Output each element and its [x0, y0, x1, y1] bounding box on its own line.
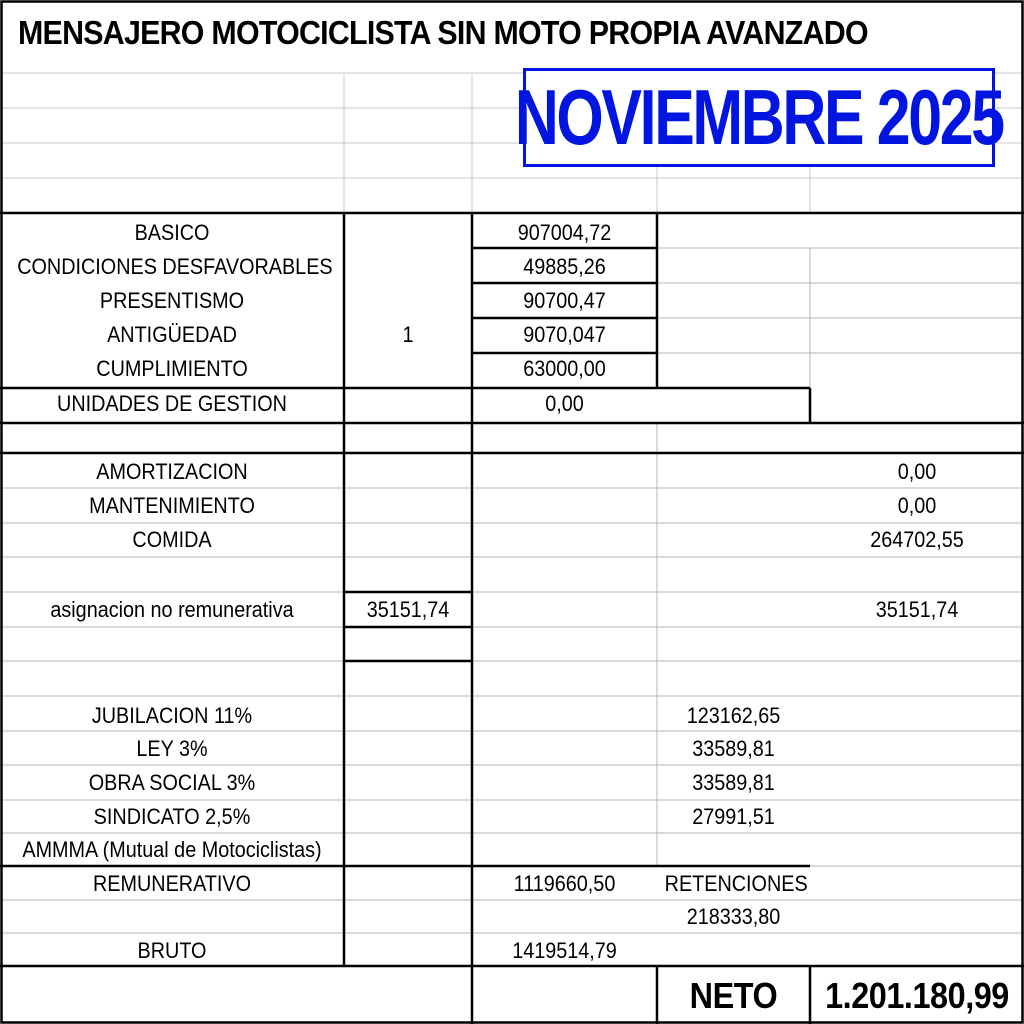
ley-label: LEY 3% — [136, 736, 208, 761]
mantenimiento-value: 0,00 — [897, 493, 937, 518]
comida-label: COMIDA — [132, 527, 212, 552]
month-banner — [515, 68, 1003, 167]
presentismo-label: PRESENTISMO — [99, 288, 245, 313]
asignacion-value: 35151,74 — [875, 597, 959, 622]
unidades-value: 0,00 — [545, 391, 584, 416]
ley-value: 33589,81 — [692, 736, 775, 761]
remunerativo-value: 1119660,50 — [513, 871, 616, 896]
condiciones-value: 49885,26 — [523, 254, 606, 279]
asignacion-amount: 35151,74 — [366, 597, 450, 622]
unidades-label: UNIDADES DE GESTION — [57, 391, 287, 416]
cumplimiento-value: 63000,00 — [523, 356, 606, 381]
obra-social-label: OBRA SOCIAL 3% — [88, 770, 256, 795]
amortizacion-value: 0,00 — [897, 459, 937, 484]
bruto-value: 1419514,79 — [512, 938, 617, 963]
antiguedad-label: ANTIGÜEDAD — [107, 322, 237, 347]
mantenimiento-label: MANTENIMIENTO — [89, 493, 255, 518]
retenciones-value: 218333,80 — [686, 904, 781, 929]
condiciones-label: CONDICIONES DESFAVORABLES — [17, 254, 333, 279]
jubilacion-value: 123162,65 — [686, 703, 781, 728]
neto-value: 1.201.180,99 — [825, 975, 1009, 1016]
retenciones-label: RETENCIONES — [664, 871, 808, 896]
sindicato-value: 27991,51 — [692, 804, 775, 829]
basico-label: BASICO — [134, 220, 210, 245]
basico-value: 907004,72 — [517, 220, 612, 245]
ammma-label: AMMMA (Mutual de Motociclistas) — [22, 837, 322, 862]
antiguedad-years: 1 — [402, 322, 414, 347]
antiguedad-value: 9070,047 — [523, 322, 606, 347]
sheet-title: MENSAJERO MOTOCICLISTA SIN MOTO PROPIA AVANZADO — [18, 14, 868, 51]
comida-value: 264702,55 — [870, 527, 964, 552]
sindicato-label: SINDICATO 2,5% — [93, 804, 251, 829]
bruto-label: BRUTO — [137, 938, 207, 963]
month-label: NOVIEMBRE 2025 — [515, 73, 1003, 161]
jubilacion-label: JUBILACION 11% — [91, 703, 253, 728]
presentismo-value: 90700,47 — [523, 288, 606, 313]
amortizacion-label: AMORTIZACION — [96, 459, 248, 484]
remunerativo-label: REMUNERATIVO — [92, 871, 252, 896]
obra-social-value: 33589,81 — [692, 770, 775, 795]
neto-label: NETO — [689, 975, 778, 1016]
cumplimiento-label: CUMPLIMIENTO — [96, 356, 248, 381]
asignacion-label: asignacion no remunerativa — [50, 597, 294, 622]
